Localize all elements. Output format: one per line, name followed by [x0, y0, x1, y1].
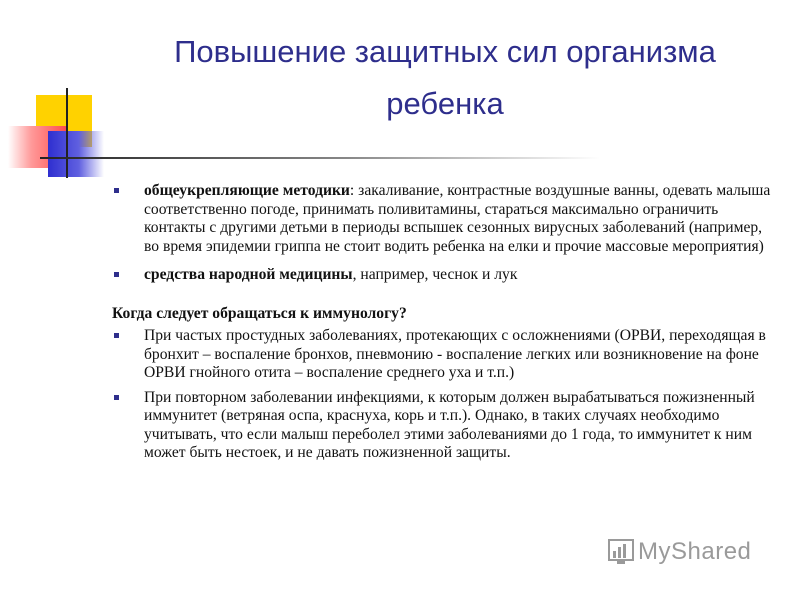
slide-title	[100, 26, 790, 130]
list-item	[112, 182, 772, 256]
list-item-text: При повторном заболевании инфекциями, к которым должен вырабатываться пожизненный иммунитет (ветряная оспа, краснуха, корь и т.п.). Однако, в таких случаях необходимо учитывать, что если малыш переболел этими заболеваниями до 1 года, то иммунитет к ним может быть нестоек, и не давать пожизненной защиты.	[144, 388, 755, 461]
yellow-square	[36, 95, 92, 147]
list-item-bold: общеукрепляющие методики	[144, 182, 350, 199]
list-item-text: : закаливание, контрастные воздушные ванны, одевать малыша соответственно погоде, принимать поливитамины, стараться максимально ограничить контакты с другими детьми в периоды вспышек сезонных вирусных заболеваний (например, во время эпидемии гриппа не стоит водить ребенка на елки и прочие массовые мероприятия)	[144, 182, 771, 255]
slide-title-line2: ребенка	[386, 86, 504, 121]
bullet-icon	[114, 272, 119, 277]
watermark-logo	[608, 537, 751, 567]
list-item-text: При частых простудных заболеваниях, протекающих с осложнениями (ОРВИ, переходящая в бронхит – воспаление бронхов, пневмонию - воспаление легких или возникновение на фоне ОРВИ гнойного отита – воспаление среднего уха и т.п.)	[144, 327, 766, 381]
list-item	[112, 327, 772, 383]
bullet-icon	[114, 188, 119, 193]
slide-title-line1: Повышение защитных сил организма	[174, 34, 716, 69]
red-square	[8, 126, 66, 168]
list-item-bold: средства народной медицины	[144, 266, 353, 283]
list-item	[112, 266, 772, 285]
bar-chart-icon	[608, 539, 634, 565]
question-heading: Когда следует обращаться к иммунологу?	[112, 304, 407, 322]
list-item-text: , например, чеснок и лук	[352, 266, 518, 283]
horizontal-rule	[40, 157, 600, 159]
vertical-rule	[66, 88, 68, 178]
watermark-text: MyShared	[638, 538, 752, 565]
bullet-icon	[114, 395, 119, 400]
list-item	[112, 389, 772, 463]
slide-content	[112, 182, 772, 463]
bullet-icon	[114, 333, 119, 338]
blue-square	[48, 131, 104, 177]
